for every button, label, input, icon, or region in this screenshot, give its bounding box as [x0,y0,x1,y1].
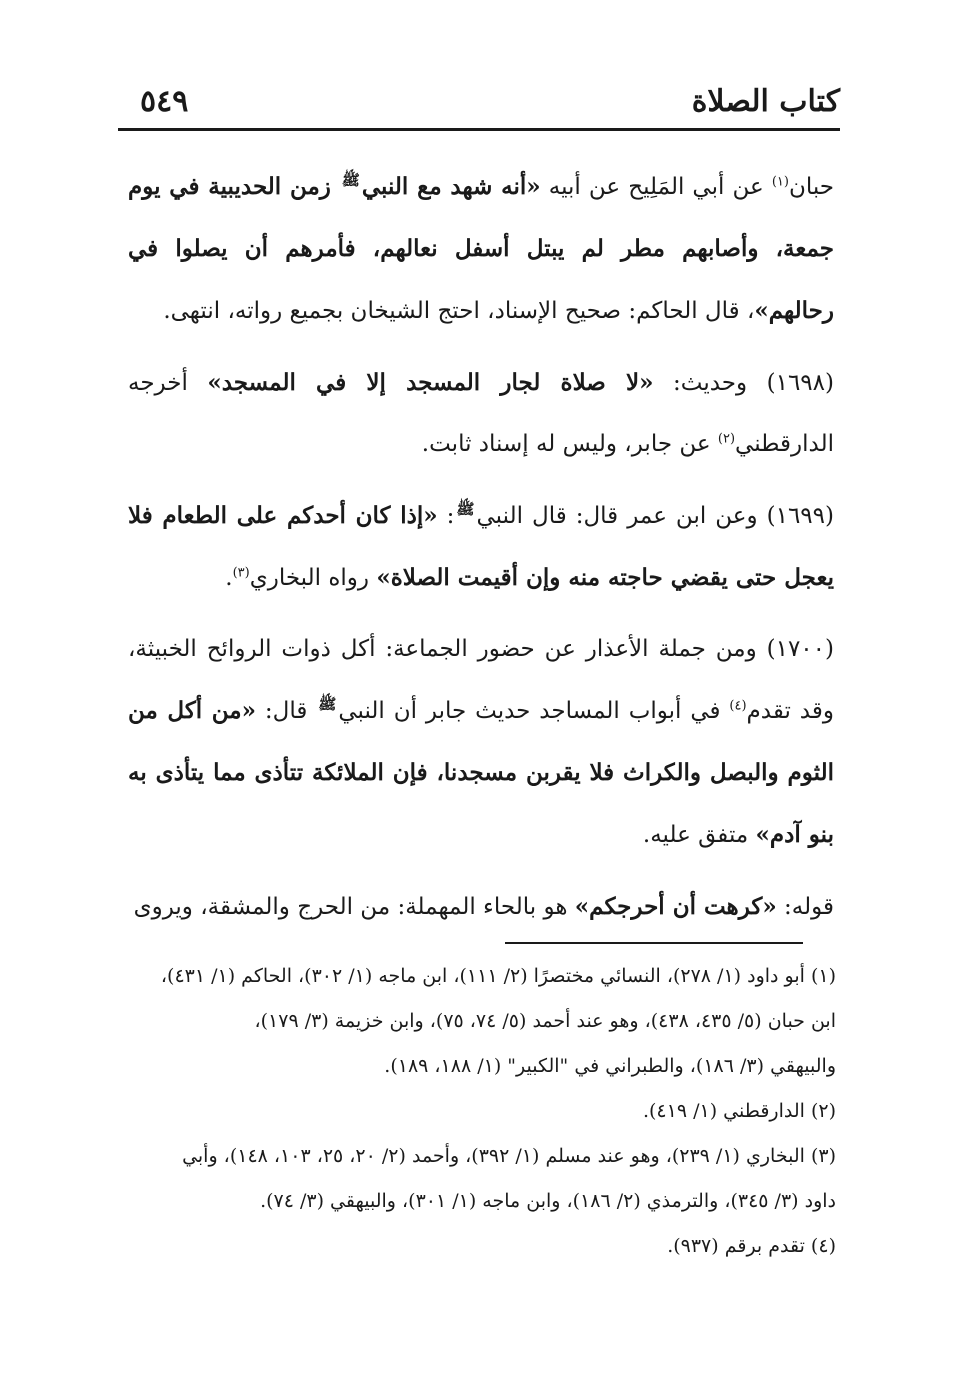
text-span: (١٦٩٨) وحديث: [653,370,834,396]
hadith-text: «من أكل من الثوم والبصل والكراث فلا يقربن مسجدنا، فإن الملائكة تتأذى مما يتأذى به بنو آدم» [128,697,834,848]
footnote-separator [505,942,803,944]
footnote-4: (٤) تقدم برقم (٩٣٧). [667,1235,836,1257]
text-span: : [437,503,455,529]
footnote-2: (٢) الدارقطني (١/ ٤١٩). [642,1100,836,1122]
text-span: . [225,565,233,591]
text-span: رواه البخاري [249,565,377,591]
text-span: حبان [788,174,835,200]
footnote-ref-4[interactable]: (٤) [729,698,747,714]
hadith-text: زمن الحديبية في يوم جمعة، وأصابهم مطر لم يبتل أسفل نعالهم، فأمرهم أن يصلوا في رحالهم» [128,173,834,324]
footnote-3-line-2: داود (٣/ ٣٤٥)، والترمذي (٢/ ١٨٦)، وابن ماجه (١/ ٣٠١)، والبيهقي (٣/ ٧٤). [260,1190,836,1212]
text-span: ، قال الحاكم: صحيح الإسناد، احتج الشيخان بجميع رواته، انتهى. [163,298,755,324]
footnote-1-line-1: (١) أبو داود (١/ ٢٧٨)، النسائي مختصرًا (٢/ ١١١)، ابن ماجه (١/ ٣٠٢)، الحاكم (١/ ٤٣١)، [160,965,836,987]
text-span: عن أبي المَلِيح عن أبيه [540,174,772,200]
main-text [128,156,834,948]
text-span: (١٦٩٩) وعن ابن عمر قال: قال النبي [476,503,834,529]
text-span: في أبواب المساجد حديث جابر أن النبي [338,698,730,724]
text-span: متفق عليه. [642,822,756,848]
text-span: عن جابر، وليس له إسناد ثابت. [421,431,718,457]
hadith-text: «إذا كان أحدكم على الطعام فلا يعجل حتى يقضي حاجته منه وإن أقيمت الصلاة» [128,502,834,591]
salutation-glyph: ﷺ [318,695,337,714]
page-number: ٥٤٩ [140,84,189,119]
footnote-ref-3[interactable]: (٣) [232,565,250,581]
paragraph-1699 [128,485,834,609]
paragraph-1700 [128,619,834,866]
salutation-glyph: ﷺ [341,171,360,190]
paragraph-1 [128,156,834,342]
text-span: (١٧٠٠) ومن جملة الأعذار عن حضور الجماعة: أكل ذوات الروائح الخبيثة، وقد تقدم [128,636,834,724]
text-span: أخرجه الدارقطني [128,370,834,457]
text-span: قال: [255,698,317,724]
running-header [118,78,840,131]
quoted-phrase: «كرهت أن أحرجكم» [574,893,777,920]
hadith-text: «أنه شهد مع النبي [361,173,541,200]
footnote-ref-1[interactable]: (١) [771,174,789,190]
paragraph-commentary [128,876,834,938]
footnote-1-line-2: ابن حبان (٥/ ٤٣٥، ٤٣٨)، وهو عند أحمد (٥/ ٧٤، ٧٥)، وابن خزيمة (٣/ ١٧٩)، [254,1010,836,1032]
paragraph-1698 [128,352,834,475]
text-span: قوله: [776,894,834,920]
hadith-text: «لا صلاة لجار المسجد إلا في المسجد» [207,369,654,396]
footnotes [124,954,836,1269]
footnote-3-line-1: (٣) البخاري (١/ ٢٣٩)، وهو عند مسلم (١/ ٣٩٢)، وأحمد (٢/ ٢٠، ٢٥، ١٠٣، ١٤٨)، وأبي [182,1145,836,1167]
text-span: هو بالحاء المهملة: من الحرج والمشقة، ويروى [133,894,575,920]
salutation-glyph: ﷺ [456,500,475,519]
chapter-title: كتاب الصلاة [691,84,840,119]
footnote-ref-2[interactable]: (٢) [717,431,736,447]
footnote-1-line-3: والبيهقي (٣/ ١٨٦)، والطبراني في "الكبير" (١/ ١٨٨، ١٨٩). [384,1055,836,1077]
